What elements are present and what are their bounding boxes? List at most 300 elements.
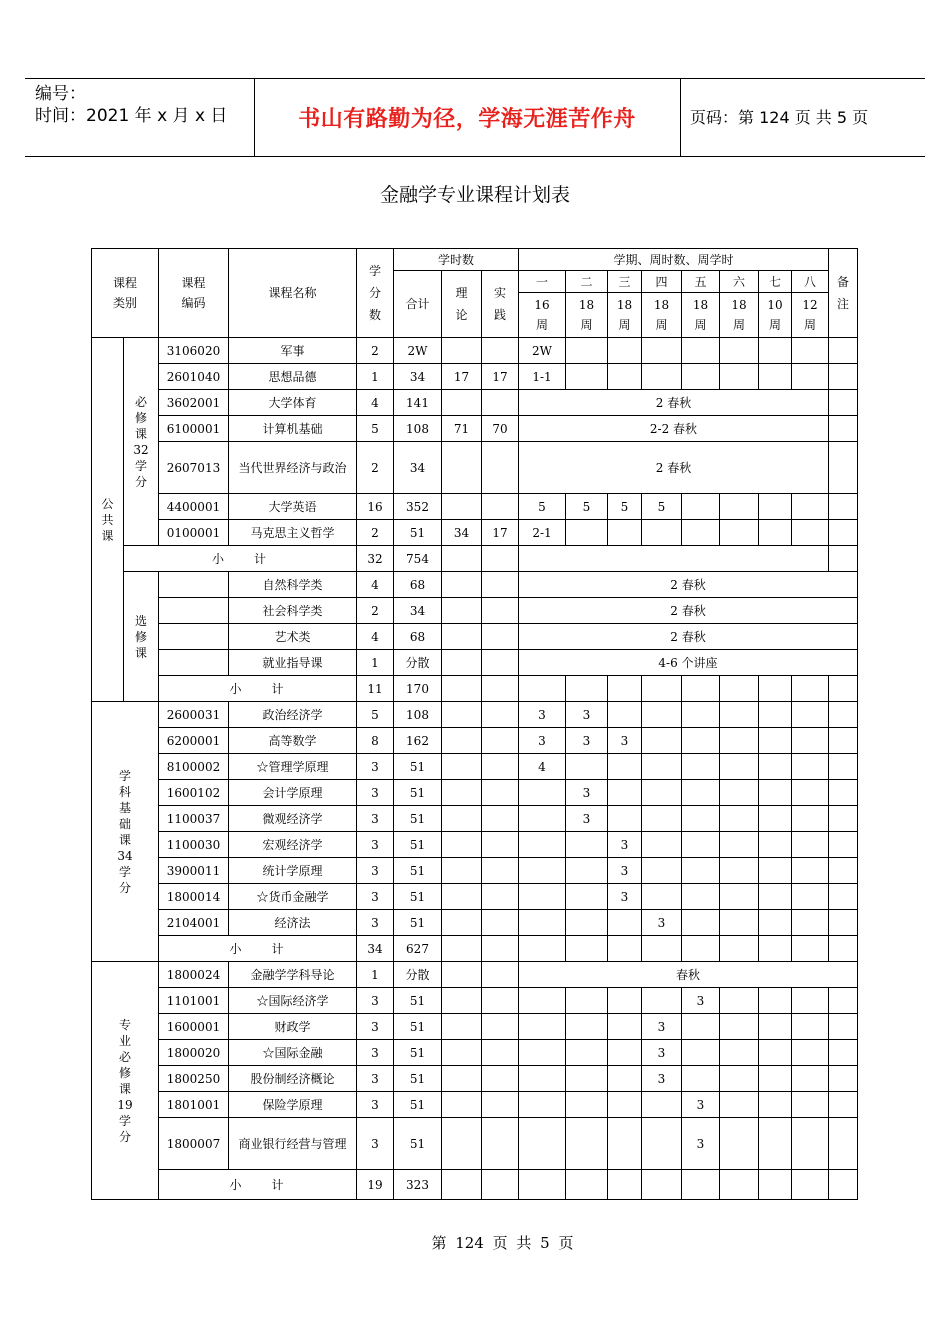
credits-cell: 2 bbox=[357, 520, 394, 546]
semester-cell bbox=[720, 754, 759, 780]
practice-cell bbox=[482, 390, 519, 416]
header-semester-8: 八 bbox=[792, 271, 829, 293]
header-weeks-8: 12 周 bbox=[792, 293, 829, 338]
semester-cell bbox=[642, 1092, 682, 1118]
header-credits: 学 分 数 bbox=[357, 249, 394, 338]
course-name: 大学体育 bbox=[229, 390, 357, 416]
semester-cell bbox=[608, 910, 642, 936]
semester-cell: 3 bbox=[682, 988, 720, 1014]
total-hours-cell: 51 bbox=[394, 1092, 442, 1118]
semester-span-cell: 春秋 bbox=[519, 962, 858, 988]
semester-cell: 3 bbox=[642, 1014, 682, 1040]
theory-cell bbox=[442, 598, 482, 624]
semester-cell bbox=[720, 1092, 759, 1118]
course-code: 1800020 bbox=[159, 1040, 229, 1066]
semester-span-cell: 2 春秋 bbox=[519, 598, 858, 624]
course-code: 2601040 bbox=[159, 364, 229, 390]
semester-cell bbox=[720, 806, 759, 832]
semester-cell bbox=[792, 676, 829, 702]
table-row bbox=[92, 1170, 858, 1200]
semester-cell bbox=[682, 936, 720, 962]
practice-cell bbox=[482, 780, 519, 806]
semester-cell: 3 bbox=[608, 858, 642, 884]
credits-cell: 3 bbox=[357, 754, 394, 780]
course-name: 财政学 bbox=[229, 1014, 357, 1040]
semester-cell bbox=[608, 780, 642, 806]
course-name: ☆货币金融学 bbox=[229, 884, 357, 910]
header-weeks-7: 10 周 bbox=[759, 293, 792, 338]
semester-cell bbox=[759, 494, 792, 520]
semester-cell bbox=[792, 1066, 829, 1092]
course-code: 0100001 bbox=[159, 520, 229, 546]
semester-cell bbox=[720, 1014, 759, 1040]
semester-cell bbox=[792, 1014, 829, 1040]
semester-cell bbox=[720, 884, 759, 910]
course-code: 1800250 bbox=[159, 1066, 229, 1092]
notes-cell bbox=[829, 364, 858, 390]
table-row bbox=[92, 1040, 858, 1066]
semester-cell: 3 bbox=[608, 832, 642, 858]
course-code: 2600031 bbox=[159, 702, 229, 728]
semester-cell bbox=[759, 858, 792, 884]
table-row bbox=[92, 884, 858, 910]
header-left bbox=[35, 83, 227, 127]
semester-cell bbox=[566, 1014, 608, 1040]
notes-cell bbox=[829, 1014, 858, 1040]
header-weeks-6: 18 周 bbox=[720, 293, 759, 338]
total-hours-cell: 108 bbox=[394, 702, 442, 728]
table-row bbox=[92, 546, 858, 572]
theory-cell bbox=[442, 390, 482, 416]
header-semester-4: 四 bbox=[642, 271, 682, 293]
total-hours-cell: 51 bbox=[394, 754, 442, 780]
semester-cell bbox=[608, 806, 642, 832]
semester-cell bbox=[519, 1066, 566, 1092]
semester-cell: 1-1 bbox=[519, 364, 566, 390]
semester-cell bbox=[682, 780, 720, 806]
course-name: 高等数学 bbox=[229, 728, 357, 754]
table-row bbox=[92, 624, 858, 650]
semester-cell bbox=[682, 884, 720, 910]
total-hours-cell: 34 bbox=[394, 364, 442, 390]
page-title: 金融学专业课程计划表 bbox=[379, 184, 570, 206]
credits-cell: 4 bbox=[357, 624, 394, 650]
semester-cell bbox=[642, 884, 682, 910]
semester-cell bbox=[720, 728, 759, 754]
header-slogan: 书山有路勤为径，学海无涯苦作舟 bbox=[298, 107, 636, 132]
theory-cell bbox=[442, 1170, 482, 1200]
credits-cell: 32 bbox=[357, 546, 394, 572]
header-semester-1: 一 bbox=[519, 271, 566, 293]
theory-cell bbox=[442, 702, 482, 728]
practice-cell bbox=[482, 728, 519, 754]
semester-cell bbox=[759, 806, 792, 832]
semester-cell bbox=[519, 988, 566, 1014]
total-hours-cell: 分散 bbox=[394, 962, 442, 988]
semester-cell bbox=[566, 1092, 608, 1118]
course-code: 1600102 bbox=[159, 780, 229, 806]
semester-span-cell: 2 春秋 bbox=[519, 572, 858, 598]
semester-cell bbox=[792, 1118, 829, 1170]
semester-cell bbox=[759, 1066, 792, 1092]
course-name: 统计学原理 bbox=[229, 858, 357, 884]
course-name: 计算机基础 bbox=[229, 416, 357, 442]
credits-cell: 1 bbox=[357, 650, 394, 676]
notes-cell bbox=[829, 702, 858, 728]
semester-cell bbox=[566, 858, 608, 884]
semester-cell bbox=[759, 988, 792, 1014]
notes-cell bbox=[829, 416, 858, 442]
page-footer: 第 124 页 共 5 页 bbox=[431, 1234, 574, 1252]
credits-cell: 3 bbox=[357, 1014, 394, 1040]
semester-cell bbox=[759, 1170, 792, 1200]
table-row bbox=[92, 442, 858, 494]
course-code: 6100001 bbox=[159, 416, 229, 442]
semester-cell bbox=[566, 1170, 608, 1200]
course-code: 4400001 bbox=[159, 494, 229, 520]
semester-cell bbox=[792, 494, 829, 520]
semester-cell bbox=[519, 1014, 566, 1040]
total-hours-cell: 51 bbox=[394, 520, 442, 546]
semester-cell bbox=[642, 676, 682, 702]
table-row bbox=[92, 364, 858, 390]
total-hours-cell: 627 bbox=[394, 936, 442, 962]
header-semester-3: 三 bbox=[608, 271, 642, 293]
semester-cell: 2W bbox=[519, 338, 566, 364]
theory-cell bbox=[442, 546, 482, 572]
semester-cell: 2-1 bbox=[519, 520, 566, 546]
table-row bbox=[92, 249, 858, 271]
semester-cell bbox=[682, 806, 720, 832]
practice-cell bbox=[482, 754, 519, 780]
course-code: 1800024 bbox=[159, 962, 229, 988]
semester-cell bbox=[759, 364, 792, 390]
course-code: 3900011 bbox=[159, 858, 229, 884]
course-name: 自然科学类 bbox=[229, 572, 357, 598]
semester-cell bbox=[759, 702, 792, 728]
total-hours-cell: 51 bbox=[394, 910, 442, 936]
semester-cell bbox=[642, 338, 682, 364]
course-name: 经济法 bbox=[229, 910, 357, 936]
notes-cell bbox=[829, 988, 858, 1014]
semester-cell bbox=[792, 858, 829, 884]
table-row bbox=[92, 806, 858, 832]
theory-cell bbox=[442, 988, 482, 1014]
notes-cell bbox=[829, 1040, 858, 1066]
semester-cell bbox=[519, 910, 566, 936]
header-weeks-5: 18 周 bbox=[682, 293, 720, 338]
semester-cell bbox=[792, 936, 829, 962]
semester-cell bbox=[519, 1118, 566, 1170]
semester-cell bbox=[682, 1040, 720, 1066]
semester-cell bbox=[720, 494, 759, 520]
total-hours-cell: 323 bbox=[394, 1170, 442, 1200]
credits-cell: 3 bbox=[357, 988, 394, 1014]
credits-cell: 16 bbox=[357, 494, 394, 520]
semester-cell bbox=[608, 1066, 642, 1092]
total-hours-cell: 51 bbox=[394, 1118, 442, 1170]
credits-cell: 3 bbox=[357, 858, 394, 884]
credits-cell: 34 bbox=[357, 936, 394, 962]
course-name: 当代世界经济与政治 bbox=[229, 442, 357, 494]
header-semester-6: 六 bbox=[720, 271, 759, 293]
practice-cell: 17 bbox=[482, 364, 519, 390]
semester-cell bbox=[519, 780, 566, 806]
semester-cell bbox=[642, 754, 682, 780]
theory-cell bbox=[442, 1040, 482, 1066]
course-name: 保险学原理 bbox=[229, 1092, 357, 1118]
course-code bbox=[159, 572, 229, 598]
semester-cell bbox=[759, 1118, 792, 1170]
semester-cell bbox=[608, 338, 642, 364]
semester-cell: 4 bbox=[519, 754, 566, 780]
practice-cell bbox=[482, 676, 519, 702]
semester-cell bbox=[759, 1014, 792, 1040]
notes-cell bbox=[829, 520, 858, 546]
semester-cell bbox=[519, 1040, 566, 1066]
theory-cell bbox=[442, 884, 482, 910]
semester-cell bbox=[566, 1066, 608, 1092]
theory-cell: 17 bbox=[442, 364, 482, 390]
semester-cell bbox=[608, 1170, 642, 1200]
credits-cell: 5 bbox=[357, 702, 394, 728]
header-divider bbox=[680, 79, 681, 156]
semester-span-cell: 4-6 个讲座 bbox=[519, 650, 858, 676]
subtotal-label: 小 计 bbox=[159, 676, 357, 702]
semester-cell bbox=[566, 832, 608, 858]
notes-cell bbox=[829, 1092, 858, 1118]
semester-cell bbox=[566, 364, 608, 390]
practice-cell bbox=[482, 1092, 519, 1118]
semester-cell bbox=[682, 1066, 720, 1092]
theory-cell bbox=[442, 1092, 482, 1118]
table-row bbox=[92, 520, 858, 546]
semester-cell: 3 bbox=[682, 1118, 720, 1170]
semester-cell bbox=[608, 1118, 642, 1170]
practice-cell: 70 bbox=[482, 416, 519, 442]
course-name: 马克思主义哲学 bbox=[229, 520, 357, 546]
theory-cell: 34 bbox=[442, 520, 482, 546]
semester-cell bbox=[682, 858, 720, 884]
semester-cell bbox=[792, 806, 829, 832]
credits-cell: 1 bbox=[357, 364, 394, 390]
credits-cell: 3 bbox=[357, 1040, 394, 1066]
theory-cell bbox=[442, 338, 482, 364]
table-row bbox=[92, 1118, 858, 1170]
theory-cell bbox=[442, 624, 482, 650]
semester-cell bbox=[566, 884, 608, 910]
semester-cell bbox=[682, 364, 720, 390]
semester-cell bbox=[720, 936, 759, 962]
course-code: 1600001 bbox=[159, 1014, 229, 1040]
theory-cell bbox=[442, 910, 482, 936]
theory-cell bbox=[442, 1118, 482, 1170]
doc-time: 时间：2021 年 x 月 x 日 bbox=[35, 106, 228, 126]
theory-cell: 71 bbox=[442, 416, 482, 442]
practice-cell bbox=[482, 494, 519, 520]
table-row bbox=[92, 962, 858, 988]
semester-cell bbox=[642, 832, 682, 858]
course-name: 政治经济学 bbox=[229, 702, 357, 728]
credits-cell: 1 bbox=[357, 962, 394, 988]
semester-cell bbox=[682, 676, 720, 702]
notes-cell bbox=[829, 546, 858, 572]
theory-cell bbox=[442, 806, 482, 832]
semester-cell bbox=[566, 676, 608, 702]
credits-cell: 5 bbox=[357, 416, 394, 442]
semester-cell bbox=[682, 520, 720, 546]
semester-cell bbox=[682, 832, 720, 858]
semester-cell bbox=[608, 754, 642, 780]
header-name: 课程名称 bbox=[229, 249, 357, 338]
semester-cell bbox=[682, 1170, 720, 1200]
practice-cell bbox=[482, 832, 519, 858]
category-basic: 学 科 基 础 课 34 学 分 bbox=[92, 702, 159, 962]
practice-cell bbox=[482, 988, 519, 1014]
credits-cell: 3 bbox=[357, 1066, 394, 1092]
semester-cell bbox=[566, 754, 608, 780]
semester-cell bbox=[759, 936, 792, 962]
total-hours-cell: 51 bbox=[394, 1040, 442, 1066]
total-hours-cell: 51 bbox=[394, 780, 442, 806]
header-theory: 理 论 bbox=[442, 271, 482, 338]
credits-cell: 2 bbox=[357, 442, 394, 494]
semester-cell bbox=[720, 676, 759, 702]
table-row bbox=[92, 572, 858, 598]
practice-cell: 17 bbox=[482, 520, 519, 546]
practice-cell bbox=[482, 884, 519, 910]
total-hours-cell: 51 bbox=[394, 858, 442, 884]
theory-cell bbox=[442, 442, 482, 494]
notes-cell bbox=[829, 494, 858, 520]
course-name: ☆国际金融 bbox=[229, 1040, 357, 1066]
semester-cell bbox=[720, 364, 759, 390]
course-code: 1101001 bbox=[159, 988, 229, 1014]
practice-cell bbox=[482, 702, 519, 728]
practice-cell bbox=[482, 1118, 519, 1170]
semester-cell: 3 bbox=[566, 806, 608, 832]
table-row bbox=[92, 910, 858, 936]
semester-cell bbox=[792, 832, 829, 858]
semester-cell bbox=[608, 936, 642, 962]
category-public-required: 必 修 课 32 学 分 bbox=[124, 338, 159, 546]
credits-cell: 2 bbox=[357, 338, 394, 364]
table-row bbox=[92, 728, 858, 754]
semester-cell: 3 bbox=[642, 910, 682, 936]
total-hours-cell: 754 bbox=[394, 546, 442, 572]
notes-cell bbox=[829, 442, 858, 494]
semester-cell bbox=[792, 1040, 829, 1066]
header-code: 课程 编码 bbox=[159, 249, 229, 338]
course-name: 艺术类 bbox=[229, 624, 357, 650]
notes-cell bbox=[829, 806, 858, 832]
semester-cell: 3 bbox=[608, 728, 642, 754]
practice-cell bbox=[482, 650, 519, 676]
header-hours: 学时数 bbox=[394, 249, 519, 271]
table-row bbox=[92, 338, 858, 364]
semester-cell bbox=[519, 884, 566, 910]
semester-cell bbox=[759, 676, 792, 702]
semester-cell bbox=[608, 1092, 642, 1118]
theory-cell bbox=[442, 728, 482, 754]
semester-cell bbox=[759, 832, 792, 858]
semester-cell: 3 bbox=[682, 1092, 720, 1118]
semester-cell bbox=[608, 1014, 642, 1040]
notes-cell bbox=[829, 728, 858, 754]
table-row bbox=[92, 494, 858, 520]
practice-cell bbox=[482, 572, 519, 598]
credits-cell: 3 bbox=[357, 884, 394, 910]
credits-cell: 3 bbox=[357, 832, 394, 858]
header-semesters: 学期、周时数、周学时 bbox=[519, 249, 829, 271]
semester-cell bbox=[792, 1170, 829, 1200]
theory-cell bbox=[442, 1066, 482, 1092]
practice-cell bbox=[482, 1040, 519, 1066]
semester-cell bbox=[519, 806, 566, 832]
course-code: 2607013 bbox=[159, 442, 229, 494]
practice-cell bbox=[482, 338, 519, 364]
category-public-elective: 选 修 课 bbox=[124, 572, 159, 702]
total-hours-cell: 68 bbox=[394, 572, 442, 598]
table-row bbox=[92, 936, 858, 962]
semester-cell bbox=[720, 520, 759, 546]
course-name: 社会科学类 bbox=[229, 598, 357, 624]
theory-cell bbox=[442, 754, 482, 780]
practice-cell bbox=[482, 1014, 519, 1040]
semester-cell bbox=[519, 546, 829, 572]
semester-cell bbox=[608, 364, 642, 390]
semester-cell bbox=[608, 1040, 642, 1066]
course-code: 1801001 bbox=[159, 1092, 229, 1118]
course-code bbox=[159, 598, 229, 624]
semester-cell bbox=[792, 1092, 829, 1118]
table-row bbox=[92, 650, 858, 676]
semester-cell bbox=[792, 910, 829, 936]
header-total: 合计 bbox=[394, 271, 442, 338]
semester-cell bbox=[642, 1118, 682, 1170]
notes-cell bbox=[829, 676, 858, 702]
total-hours-cell: 51 bbox=[394, 988, 442, 1014]
semester-cell: 3 bbox=[519, 702, 566, 728]
credits-cell: 3 bbox=[357, 910, 394, 936]
practice-cell bbox=[482, 598, 519, 624]
practice-cell bbox=[482, 910, 519, 936]
course-code: 2104001 bbox=[159, 910, 229, 936]
theory-cell bbox=[442, 1014, 482, 1040]
course-name: 大学英语 bbox=[229, 494, 357, 520]
notes-cell bbox=[829, 1118, 858, 1170]
course-code: 1100030 bbox=[159, 832, 229, 858]
table-row bbox=[92, 780, 858, 806]
semester-cell bbox=[566, 936, 608, 962]
semester-cell bbox=[720, 910, 759, 936]
theory-cell bbox=[442, 962, 482, 988]
table-row bbox=[92, 988, 858, 1014]
header-weeks-4: 18 周 bbox=[642, 293, 682, 338]
semester-cell bbox=[642, 728, 682, 754]
semester-cell: 5 bbox=[608, 494, 642, 520]
practice-cell bbox=[482, 962, 519, 988]
semester-cell: 3 bbox=[642, 1066, 682, 1092]
semester-cell bbox=[608, 520, 642, 546]
semester-cell bbox=[792, 702, 829, 728]
practice-cell bbox=[482, 546, 519, 572]
course-name: 思想品德 bbox=[229, 364, 357, 390]
theory-cell bbox=[442, 650, 482, 676]
semester-cell bbox=[759, 338, 792, 364]
total-hours-cell: 51 bbox=[394, 1014, 442, 1040]
table-row bbox=[92, 858, 858, 884]
